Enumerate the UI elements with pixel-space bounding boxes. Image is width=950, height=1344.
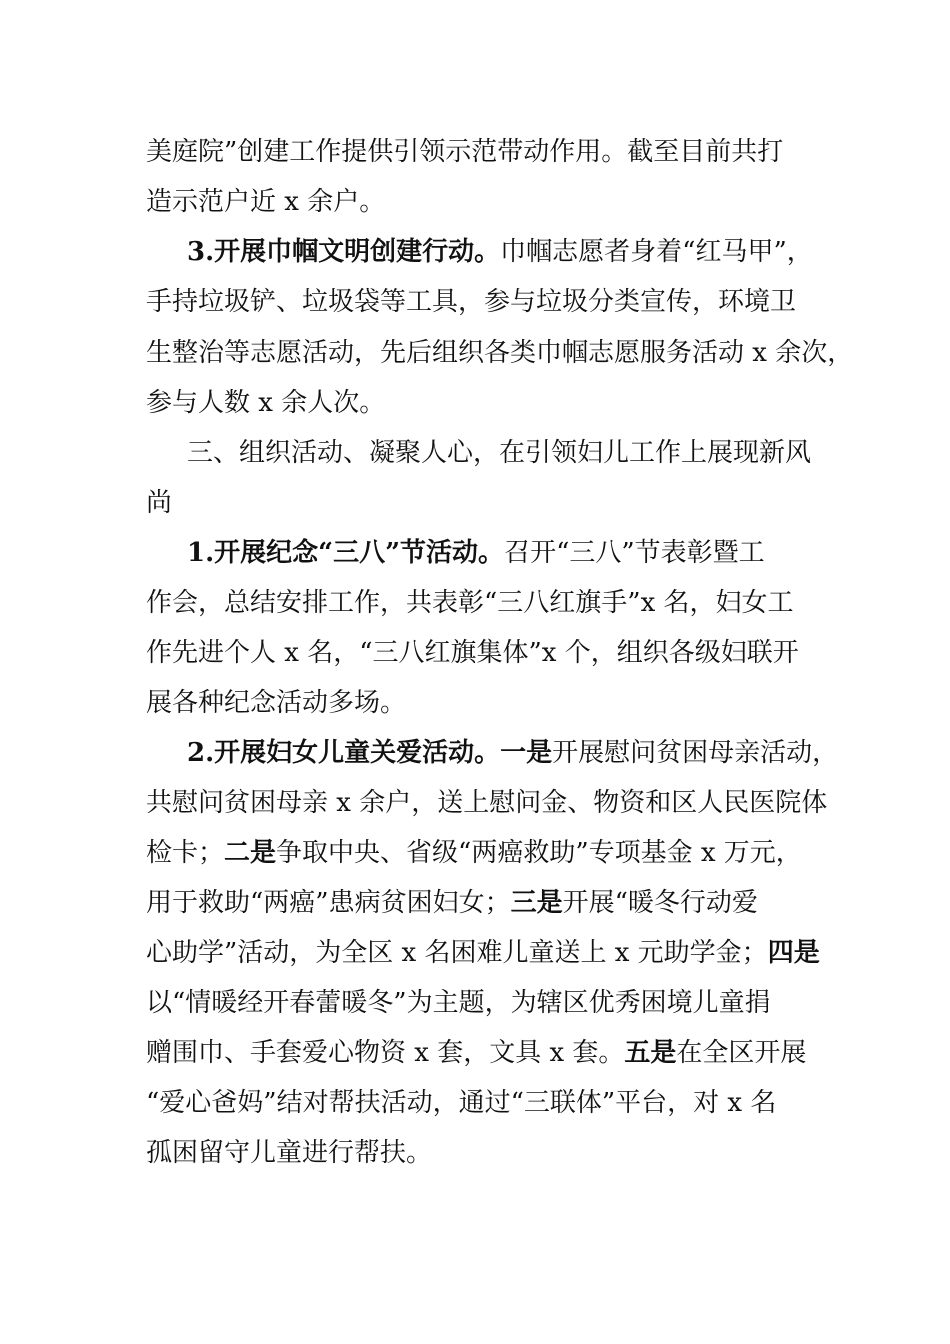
text-line bbox=[146, 638, 799, 668]
text-segment: 美庭院”创建工作提供引领示范带动作用。截至目前共打 bbox=[146, 137, 784, 167]
text-segment: 手持垃圾铲、垃圾袋等工具，参与垃圾分类宣传，环境卫 bbox=[146, 287, 797, 317]
emphasis-text: 五是 bbox=[624, 1038, 677, 1068]
emphasis-text: 四是 bbox=[767, 938, 820, 968]
text-line bbox=[146, 137, 783, 167]
text-segment: 巾帼志愿者身着“红马甲”， bbox=[500, 237, 813, 267]
text-segment: 共慰问贫困母亲 x 余户，送上慰问金、物资和区人民医院体 bbox=[146, 788, 828, 818]
text-segment: 在全区开展 bbox=[676, 1038, 807, 1068]
text-line bbox=[146, 788, 827, 818]
text-segment: 赠围巾、手套爱心物资 x 套，文具 x 套。 bbox=[146, 1038, 625, 1068]
chapter-heading: 尚 bbox=[146, 488, 173, 518]
text-line bbox=[146, 287, 796, 317]
text-segment: 开展慰问贫困母亲活动， bbox=[552, 738, 839, 768]
emphasis-text: 二是 bbox=[224, 838, 277, 868]
text-line bbox=[146, 838, 802, 868]
text-line bbox=[187, 237, 813, 267]
text-segment: “爱心爸妈”结对帮扶活动，通过“三联体”平台，对 x 名 bbox=[146, 1088, 777, 1118]
text-line bbox=[146, 588, 794, 618]
text-line bbox=[146, 1088, 776, 1118]
chapter-heading: 三、组织活动、凝聚人心，在引领妇儿工作上展现新风 bbox=[187, 438, 812, 468]
text-segment: 争取中央、省级“两癌救助”专项基金 x 万元， bbox=[276, 838, 802, 868]
text-segment: 孤困留守儿童进行帮扶。 bbox=[146, 1138, 433, 1168]
text-segment: 以“情暖经开春蕾暖冬”为主题，为辖区优秀困境儿童捐 bbox=[146, 988, 771, 1018]
text-segment: 召开“三八”节表彰暨工 bbox=[504, 538, 765, 568]
text-segment: 生整治等志愿活动，先后组织各类巾帼志愿服务活动 x 余次， bbox=[146, 338, 854, 368]
section-heading: 2.开展妇女儿童关爱活动。 bbox=[187, 738, 501, 768]
text-line bbox=[146, 488, 172, 518]
text-line bbox=[187, 438, 811, 468]
section-heading: 3.开展巾帼文明创建行动。 bbox=[187, 237, 501, 267]
text-segment: 用于救助“两癌”患病贫困妇女； bbox=[146, 888, 511, 918]
text-line bbox=[146, 988, 771, 1018]
text-line bbox=[146, 938, 820, 968]
text-line bbox=[187, 538, 765, 568]
text-segment: 检卡； bbox=[146, 838, 225, 868]
text-segment: 造示范户近 x 余户。 bbox=[146, 187, 386, 217]
text-segment: 开展“暖冬行动爱 bbox=[562, 888, 758, 918]
text-line bbox=[146, 1038, 806, 1068]
text-segment: 作先进个人 x 名，“三八红旗集体”x 个，组织各级妇联开 bbox=[146, 638, 799, 668]
text-segment: 参与人数 x 余人次。 bbox=[146, 388, 386, 418]
text-line bbox=[146, 388, 385, 418]
text-line bbox=[146, 888, 758, 918]
text-line bbox=[146, 1138, 432, 1168]
emphasis-text: 一是 bbox=[500, 738, 553, 768]
text-segment: 心助学”活动，为全区 x 名困难儿童送上 x 元助学金； bbox=[146, 938, 768, 968]
emphasis-text: 三是 bbox=[510, 888, 563, 918]
section-heading: 1.开展纪念“三八”节活动。 bbox=[187, 538, 505, 568]
text-line bbox=[146, 187, 385, 217]
text-line bbox=[146, 338, 853, 368]
text-line bbox=[146, 688, 406, 718]
text-segment: 作会，总结安排工作，共表彰“三八红旗手”x 名，妇女工 bbox=[146, 588, 794, 618]
text-segment: 展各种纪念活动多场。 bbox=[146, 688, 407, 718]
text-line bbox=[187, 738, 838, 768]
